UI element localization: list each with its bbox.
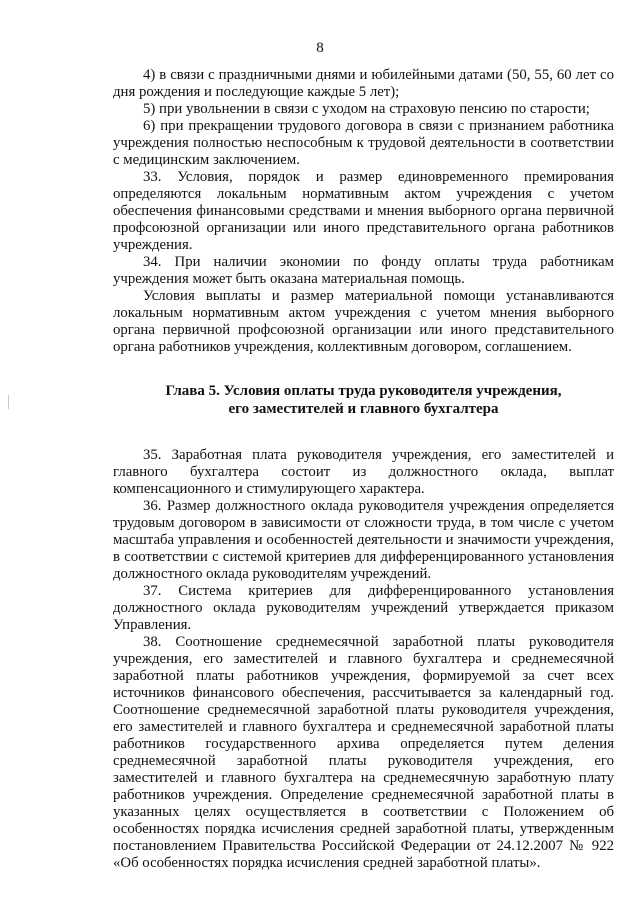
paragraph-item-6: 6) при прекращении трудового договора в связи с признанием работника учреждения полностью неспособным к трудовой деятельности в соответствии с медицинским заключением. — [113, 118, 614, 168]
scan-margin-mark — [8, 395, 9, 409]
paragraph-clause-33: 33. Условия, порядок и размер единовременного премирования определяются локальным нормативным актом учреждения с учетом обеспечения финансовыми средствами и мнения выборного органа первичной профсоюзной организации или иного представительного органа работников учреждения. — [113, 169, 614, 253]
paragraph-clause-38: 38. Соотношение среднемесячной заработной платы руководителя учреждения, его заместителей и главного бухгалтера и среднемесячной заработной платы работников учреждения, формируемой за счет всех источников финансового обеспечения, рассчитывается за календарный год. Соотношение среднемесячной заработной платы руководителя учреждения, его заместителей и главного бухгалтера и среднемесячной заработной платы работников государственного архива определяется путем деления среднемесячной заработной платы руководителя учреждения, его заместителей и главного бухгалтера на среднемесячную заработную плату работников учреждения. Определение среднемесячной заработной платы в указанных целях осуществляется в соответствии с Положением об особенностях порядка исчисления средней заработной платы, утвержденным постановлением Правительства Российской Федерации от 24.12.2007 № 922 «Об особенностях порядка исчисления средней заработной платы». — [113, 634, 614, 871]
paragraph-clause-37: 37. Система критериев для дифференцированного установления должностного оклада руководителям учреждений утверждается приказом Управления. — [113, 583, 614, 633]
document-body — [113, 67, 614, 872]
paragraph-clause-34: 34. При наличии экономии по фонду оплаты труда работникам учреждения может быть оказана материальная помощь. — [113, 254, 614, 287]
paragraph-clause-35: 35. Заработная плата руководителя учреждения, его заместителей и главного бухгалтера состоит из должностного оклада, выплат компенсационного и стимулирующего характера. — [113, 447, 614, 497]
paragraph-material-aid-conditions: Условия выплаты и размер материальной помощи устанавливаются локальным нормативным актом учреждения с учетом мнения выборного органа первичной профсоюзной организации или иного представительного органа работников учреждения, коллективным договором, соглашением. — [113, 288, 614, 355]
paragraph-item-5: 5) при увольнении в связи с уходом на страховую пенсию по старости; — [143, 101, 590, 117]
chapter-heading-line-2: его заместителей и главного бухгалтера — [228, 401, 499, 417]
paragraph-item-4: 4) в связи с праздничными днями и юбилейными датами (50, 55, 60 лет со дня рождения и последующие каждые 5 лет); — [113, 67, 614, 100]
chapter-heading-line-1: Глава 5. Условия оплаты труда руководителя учреждения, — [165, 383, 562, 399]
paragraph-clause-36: 36. Размер должностного оклада руководителя учреждения определяется трудовым договором в зависимости от сложности труда, в том числе с учетом масштаба управления и особенностей деятельности и значимости учреждения, в соответствии с системой критериев для дифференцированного установления должностного оклада руководителям учреждений. — [113, 498, 614, 582]
page-number: 8 — [316, 40, 324, 56]
chapter-heading — [113, 382, 614, 418]
